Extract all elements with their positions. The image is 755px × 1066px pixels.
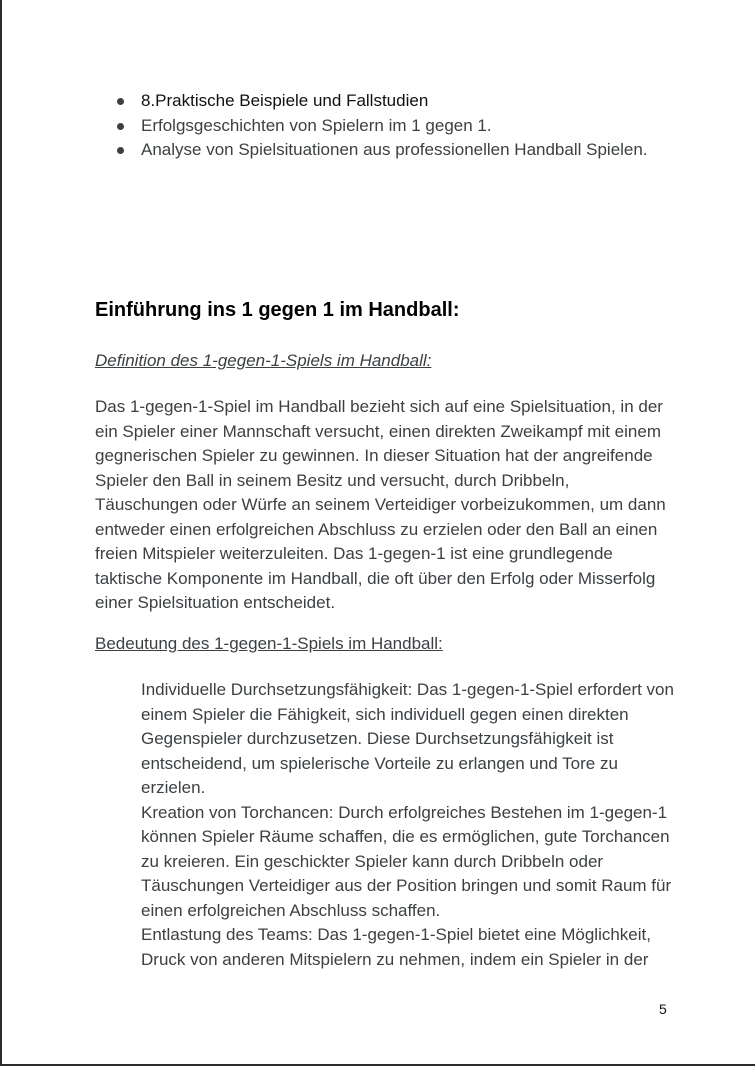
- bullet-item: Erfolgsgeschichten von Spielern im 1 gegen 1.: [114, 114, 648, 139]
- importance-subheading: Bedeutung des 1-gegen-1-Spiels im Handball:: [95, 634, 443, 653]
- definition-paragraph: Das 1-gegen-1-Spiel im Handball bezieht sich auf eine Spielsituation, in der ein Spieler einer Mannschaft versucht, einen direkten Zweikampf mit einem gegnerischen Spieler zu gewinnen. In dieser Situation hat der angreifende Spieler den Ball in seinem Besitz und versucht, durch Dribbeln, Täuschungen oder Würfe an seinem Verteidiger vorbeizukommen, um dann entweder einen erfolgreichen Abschluss zu erzielen oder den Ball an einen freien Mitspieler weiterzuleiten. Das 1-gegen-1 ist eine grundlegende taktische Komponente im Handball, die oft über den Erfolg oder Misserfolg einer Spielsituation entscheidet.: [95, 397, 666, 612]
- importance-item: Kreation von Torchancen: Durch erfolgreiches Bestehen im 1-gegen-1 können Spieler Räume schaffen, die es ermöglichen, gute Torchancen zu kreieren. Ein geschickter Spieler kann durch Dribbeln oder Täuschungen Verteidiger aus der Position bringen und somit Raum für einen erfolgreichen Abschluss schaffen.: [141, 802, 672, 920]
- bullet-item: 8.Praktische Beispiele und Fallstudien: [114, 89, 648, 114]
- definition-subheading: Definition des 1-gegen-1-Spiels im Handball:: [95, 351, 432, 370]
- page-number: 5: [659, 1001, 667, 1017]
- bullet-item: Analyse von Spielsituationen aus professionellen Handball Spielen.: [114, 138, 648, 163]
- importance-list: [141, 678, 681, 972]
- importance-item: Individuelle Durchsetzungsfähigkeit: Das 1-gegen-1-Spiel erfordert von einem Spieler die Fähigkeit, sich individuell gegen einen direkten Gegenspieler durchzusetzen. Diese Durchsetzungsfähigkeit ist entscheidend, um spielerische Vorteile zu erlangen und Tore zu erzielen.: [141, 680, 674, 797]
- topic-bullet-list: [114, 89, 648, 163]
- importance-item: Entlastung des Teams: Das 1-gegen-1-Spiel bietet eine Möglichkeit, Druck von anderen Mitspielern zu nehmen, indem ein Spieler in der: [141, 925, 651, 969]
- section-heading: Einführung ins 1 gegen 1 im Handball:: [95, 299, 460, 321]
